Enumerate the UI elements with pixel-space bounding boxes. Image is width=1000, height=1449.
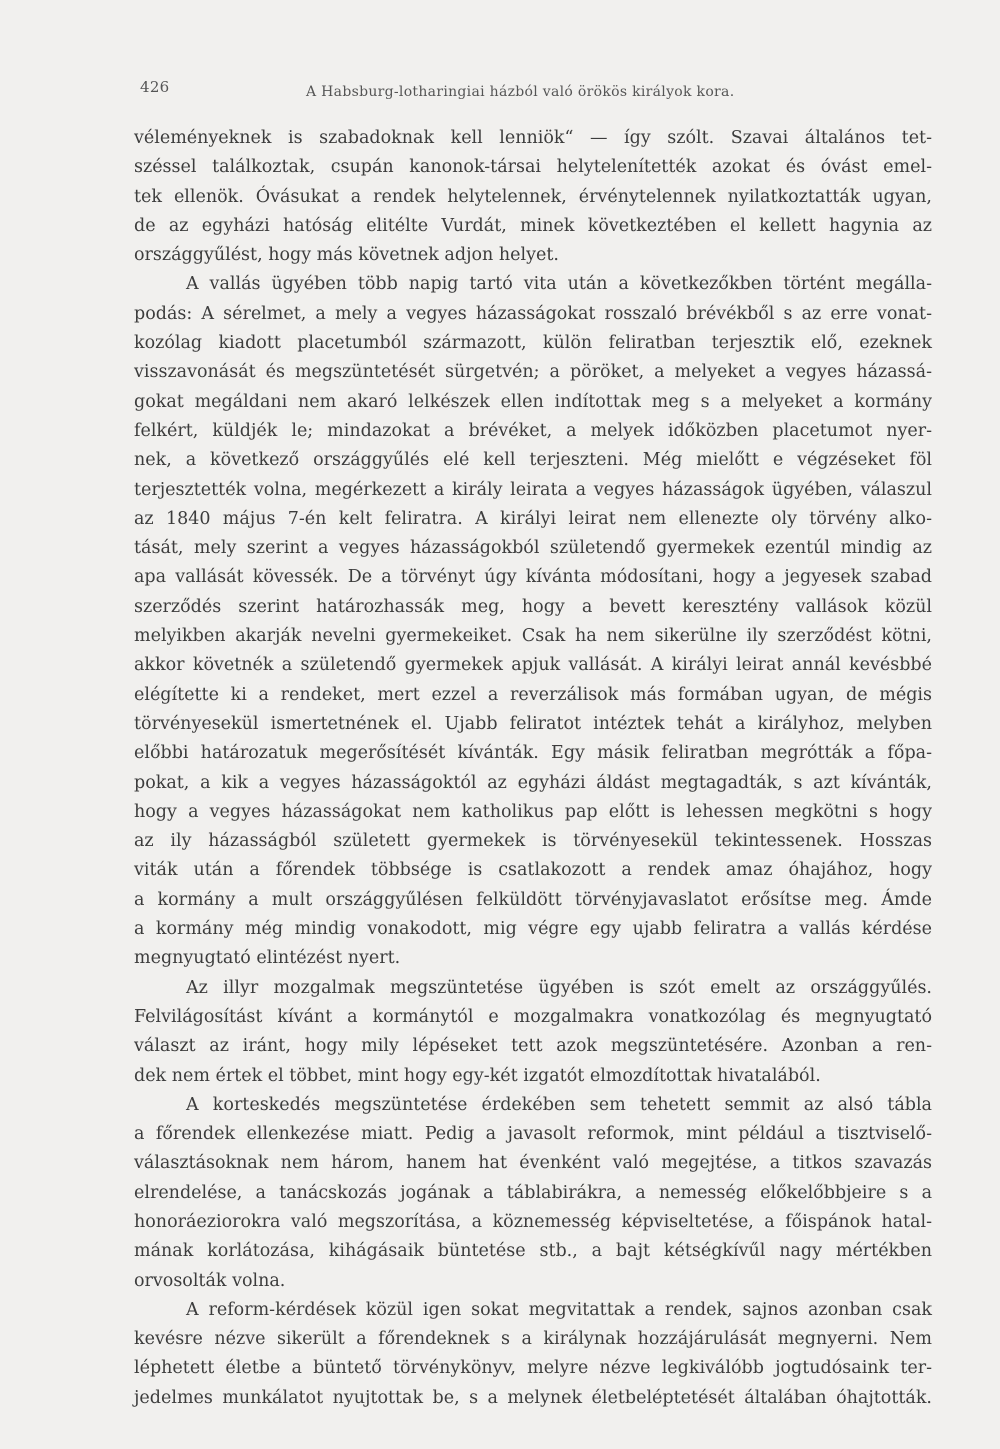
page-number: 426 [140,78,170,96]
text-line: előbbi határozatuk megerősítését kívánták. Egy másik feliratban megrótták a főpa- [134,743,932,764]
text-line: visszavonását és megszüntetését sürgetvén; a pöröket, a melyeket a vegyes házassá- [134,362,932,383]
text-line: A korteskedés megszüntetése érdekében sem tehetett semmit az alsó tábla [186,1094,932,1115]
text-line: gokat megáldani nem akaró lelkészek ellen indítottak meg s a melyeket a kormány [134,391,932,412]
text-line: pokat, a kik a vegyes házasságoktól az egyházi áldást megtagadták, s azt kívánták, [134,772,932,793]
text-line: tását, mely szerint a vegyes házasságokból születendő gyermekek ezentúl mindig az [134,538,932,559]
text-line: Felvilágosítást kívánt a kormánytól e mozgalmakra vonatkozólag és megnyugtató [134,1006,932,1027]
text-line: melyikben akarják nevelni gyermekeiket. Csak ha nem sikerülne ily szerződést kötni, [134,626,932,647]
text-line: honoráeziorokra való megszorítása, a köznemesség képviseltetése, a főispánok hatal- [134,1211,932,1232]
text-line: akkor követnék a születendő gyermekek apjuk vallását. A királyi leirat annál kevésbbé [134,655,932,676]
text-line: az ily házasságból született gyermekek is törvényesekül tekintessenek. Hosszas [134,831,932,852]
text-line: választ az iránt, hogy mily lépéseket tett azok megszüntetésére. Azonban a ren- [134,1036,932,1057]
text-line: apa vallását kövessék. De a törvényt úgy kívánta módosítani, hogy a jegyesek szabad [134,567,932,588]
text-line: A vallás ügyében több napig tartó vita után a következőkben történt megálla- [186,274,932,295]
text-line: elégítette ki a rendeket, mert ezzel a reverzálisok más formában ugyan, de mégis [134,684,932,705]
text-line: podás: A sérelmet, a mely a vegyes házasságokat rosszaló brévékből s az erre vonat- [134,303,932,324]
text-line: széssel találkoztak, csupán kanonok-társai helytelenítették azokat és óvást emel- [134,157,932,178]
text-line: törvényesekül ismertetnének el. Ujabb feliratot intéztek tehát a királyhoz, melyben [134,713,932,734]
text-line: kozólag kiadott placetumból származott, külön feliratban terjesztik elő, ezeknek [134,333,932,354]
text-line: az 1840 május 7-én kelt feliratra. A királyi leirat nem ellenezte oly törvény alko- [134,508,932,529]
body-text [134,124,932,1413]
text-line: mának korlátozása, kihágásaik büntetése stb., a bajt kétségkívűl nagy mértékben [134,1241,932,1262]
text-line: a kormány a mult országgyűlésen felküldött törvényjavaslatot erősítse meg. Ámde [134,889,932,910]
text-line: viták után a főrendek többsége is csatlakozott a rendek amaz óhajához, hogy [134,860,932,881]
text-line: jedelmes munkálatot nyujtottak be, s a melynek életbeléptetését általában óhajtották. [134,1387,932,1408]
text-line: a kormány még mindig vonakodott, mig végre egy ujabb feliratra a vallás kérdése [134,919,932,940]
text-line: orvosolták volna. [134,1270,286,1291]
text-line: Az illyr mozgalmak megszüntetése ügyében is szót emelt az országgyűlés. [186,977,932,998]
text-line: léphetett életbe a büntető törvénykönyv, melyre nézve legkiválóbb jogtudósaink ter- [134,1358,932,1379]
text-line: a főrendek ellenkezése miatt. Pedig a javasolt reformok, mint például a tisztviselő- [134,1124,932,1145]
text-line: nek, a következő országgyűlés elé kell terjeszteni. Még mielőtt e végzéseket föl [134,450,932,471]
text-line: elrendelése, a tanácskozás jogának a táblabirákra, a nemesség előkelőbbjeire s a [134,1182,932,1203]
text-line: hogy a vegyes házasságokat nem katholikus pap előtt is lehessen megkötni s hogy [134,801,932,822]
text-line: választásoknak nem három, hanem hat évenként való megejtése, a titkos szavazás [134,1153,932,1174]
text-line: dek nem értek el többet, mint hogy egy-két izgatót elmozdítottak hivatalából. [134,1065,821,1086]
text-line: terjesztették volna, megérkezett a király leirata a vegyes házasságok ügyében, válaszul [134,479,932,500]
text-line: megnyugtató elintézést nyert. [134,948,401,969]
text-line: de az egyházi hatóság elitélte Vurdát, minek következtében el kellett hagynia az [134,215,932,236]
page-header [134,78,794,100]
text-line: kevésre nézve sikerült a főrendeknek s a királynak hozzájárulását megnyerni. Nem [134,1329,932,1350]
text-line: tek ellenök. Óvásukat a rendek helytelennek, érvénytelennek nyilatkoztatták ugyan, [134,186,932,207]
text-line: szerződés szerint határozhassák meg, hogy a bevett keresztény vallások közül [134,596,932,617]
text-line: véleményeknek is szabadoknak kell lenniök“ — így szólt. Szavai általános tet- [134,128,932,148]
text-line: felkért, küldjék le; mindazokat a brévéket, a melyek időközben placetumot nyer- [134,420,932,441]
running-title: A Habsburg-lotharingiai házból való örökös királyok kora. [306,84,735,100]
text-line: országgyűlést, hogy más követnek adjon helyet. [134,245,559,266]
text-line: A reform-kérdések közül igen sokat megvitattak a rendek, sajnos azonban csak [186,1299,932,1320]
